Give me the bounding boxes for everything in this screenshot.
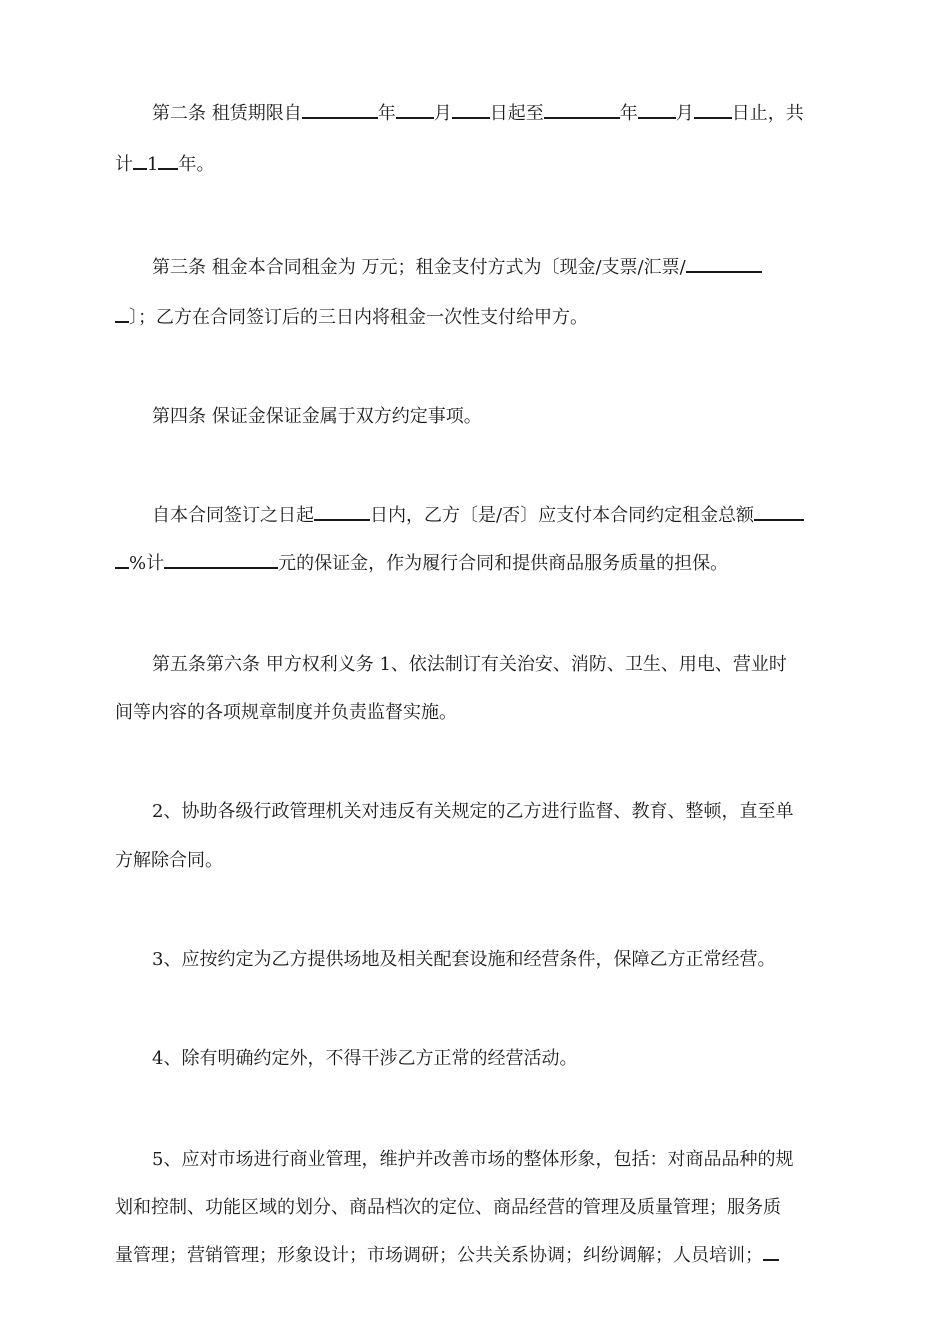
text: 3、应按约定为乙方提供场地及相关配套设施和经营条件，保障乙方正常经营。 — [152, 949, 776, 970]
text: 方解除合同。 — [115, 850, 223, 871]
blank-start-month — [396, 103, 434, 119]
text: 4、除有明确约定外，不得干涉乙方正常的经营活动。 — [152, 1048, 578, 1069]
item-2-line-1 — [152, 800, 793, 824]
text: 划和控制、功能区域的划分、商品档次的定位、商品经营的管理及质量管理；服务质 — [115, 1197, 781, 1218]
article-2-line-1 — [152, 102, 804, 126]
item-5-line-2 — [115, 1196, 781, 1220]
term-years: 1 — [147, 154, 159, 175]
blank — [763, 1245, 779, 1261]
item-5-line-1 — [152, 1148, 793, 1172]
blank-deposit-amount — [164, 553, 278, 569]
item-3-line-1 — [152, 948, 775, 972]
text: 日止，共 — [731, 103, 804, 124]
text: 年 — [377, 103, 396, 124]
text: 量管理；营销管理；形象设计；市场调研；公共关系协调；纠纷调解；人员培训； — [115, 1245, 763, 1266]
blank — [158, 154, 178, 170]
text: 月 — [675, 103, 694, 124]
text: 自本合同签订之日起 — [152, 505, 314, 526]
article-5-6-line-2 — [115, 701, 457, 725]
text: 日内，乙方〔是/否〕应支付本合同约定租金总额 — [370, 505, 755, 526]
article-4-line-1 — [152, 405, 482, 429]
text: 年。 — [178, 154, 215, 175]
text: 计 — [115, 154, 133, 175]
blank-start-year — [302, 103, 378, 119]
text: 第二条 租赁期限自 — [152, 103, 302, 124]
text: 间等内容的各项规章制度并负责监督实施。 — [115, 702, 457, 723]
blank-payment-method — [686, 257, 762, 273]
text: 2、协助各级行政管理机关对违反有关规定的乙方进行监督、教育、整顿，直至单 — [152, 801, 794, 822]
blank-start-day — [452, 103, 490, 119]
text: 年 — [619, 103, 638, 124]
item-4-line-1 — [152, 1047, 577, 1071]
text: 第三条 租金本合同租金为 万元；租金支付方式为〔现金/支票/汇票/ — [152, 257, 686, 278]
deposit-line-2 — [115, 552, 728, 576]
text: %计 — [129, 553, 165, 574]
item-2-line-2 — [115, 849, 223, 873]
item-5-line-3 — [115, 1244, 779, 1268]
blank-end-month — [638, 103, 676, 119]
blank — [115, 553, 129, 569]
text: 5、应对市场进行商业管理，维护并改善市场的整体形象，包括：对商品品种的规 — [152, 1149, 794, 1170]
text: 日起至 — [489, 103, 544, 124]
blank — [115, 307, 129, 323]
article-5-6-line-1 — [152, 653, 787, 677]
blank — [133, 154, 147, 170]
deposit-line-1 — [152, 504, 804, 528]
text: 月 — [433, 103, 452, 124]
blank-end-year — [544, 103, 620, 119]
text: 〕；乙方在合同签订后的三日内将租金一次性支付给甲方。 — [129, 307, 588, 328]
article-3-line-2 — [115, 306, 588, 330]
article-3-line-1 — [152, 256, 762, 280]
article-2-line-2 — [115, 153, 214, 177]
text: 第五条第六条 甲方权利义务 1、依法制订有关治安、消防、卫生、用电、营业时 — [152, 654, 787, 675]
blank-percent — [754, 505, 804, 521]
blank-end-day — [694, 103, 732, 119]
blank-days — [314, 505, 370, 521]
text: 元的保证金，作为履行合同和提供商品服务质量的担保。 — [278, 553, 729, 574]
text: 第四条 保证金保证金属于双方约定事项。 — [152, 406, 482, 427]
